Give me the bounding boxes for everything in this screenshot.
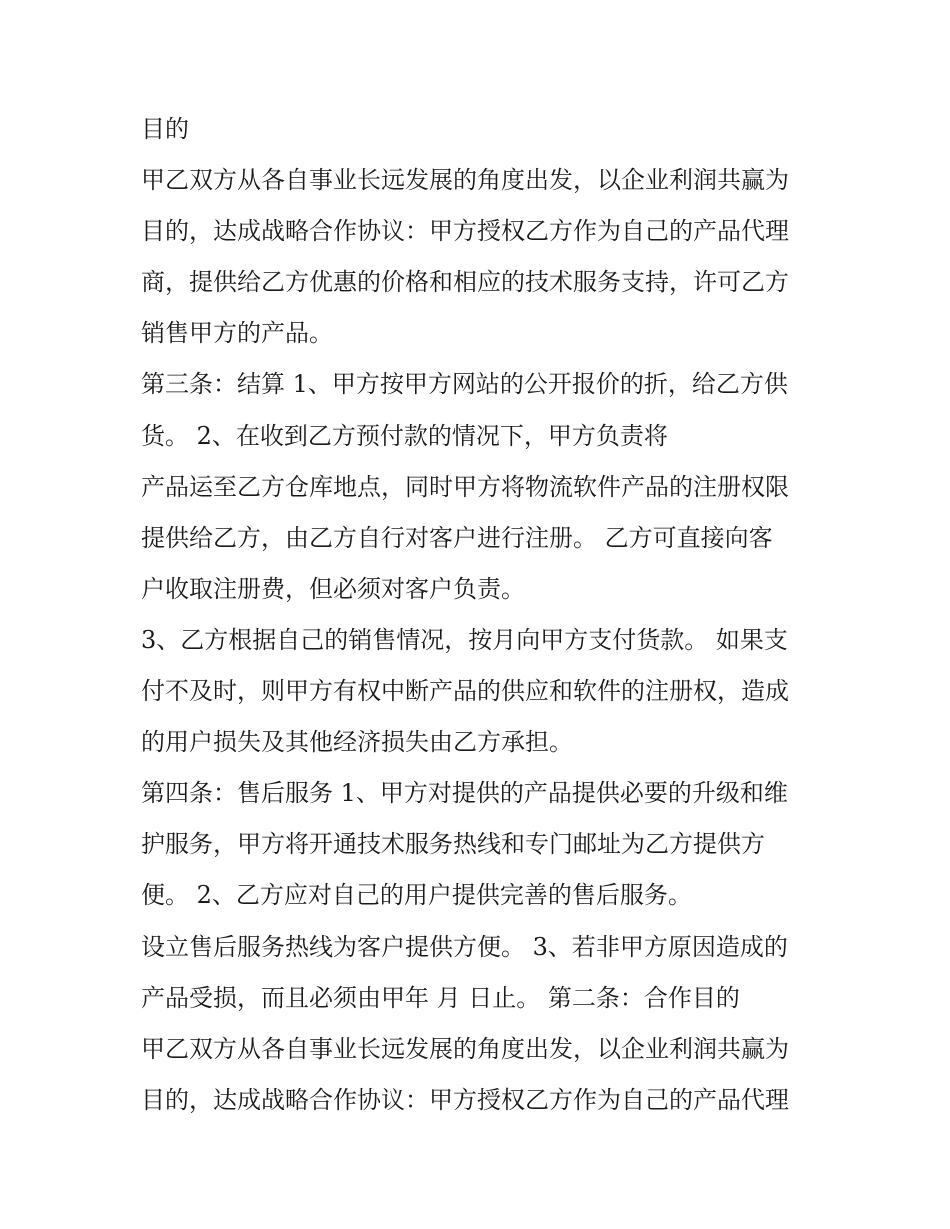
text-line: 设立售后服务热线为客户提供方便。 3、若非甲方原因造成的 bbox=[141, 932, 788, 961]
text-line: 提供给乙方，由乙方自行对客户进行注册。 乙方可直接向客 bbox=[141, 523, 773, 552]
text-line: 付不及时，则甲方有权中断产品的供应和软件的注册权，造成 bbox=[141, 677, 789, 706]
text-line: 销售甲方的产品。 bbox=[141, 319, 333, 348]
text-line: 目的，达成战略合作协议：甲方授权乙方作为自己的产品代理 bbox=[141, 217, 789, 246]
text-line: 3、乙方根据自己的销售情况，按月向甲方支付货款。 如果支 bbox=[141, 625, 788, 654]
document-body bbox=[141, 106, 831, 1128]
text-line: 甲乙双方从各自事业长远发展的角度出发，以企业利润共赢为 bbox=[141, 166, 789, 195]
text-line: 产品受损，而且必须由甲年 月 日止。 第二条：合作目的 bbox=[141, 983, 740, 1012]
text-line: 第三条：结算 1、甲方按甲方网站的公开报价的折，给乙方供 bbox=[141, 370, 788, 399]
text-line: 货。 2、在收到乙方预付款的情况下，甲方负责将 bbox=[141, 421, 668, 450]
text-line: 的用户损失及其他经济损失由乙方承担。 bbox=[141, 728, 573, 757]
text-line: 目的，达成战略合作协议：甲方授权乙方作为自己的产品代理 bbox=[141, 1085, 789, 1114]
text-line: 便。 2、乙方应对自己的用户提供完善的售后服务。 bbox=[141, 881, 692, 910]
text-line: 第四条：售后服务 1、甲方对提供的产品提供必要的升级和维 bbox=[141, 779, 788, 808]
text-line: 商，提供给乙方优惠的价格和相应的技术服务支持，许可乙方 bbox=[141, 268, 789, 297]
text-line: 甲乙双方从各自事业长远发展的角度出发，以企业利润共赢为 bbox=[141, 1034, 789, 1063]
text-line: 户收取注册费，但必须对客户负责。 bbox=[141, 574, 525, 603]
text-line: 产品运至乙方仓库地点，同时甲方将物流软件产品的注册权限 bbox=[141, 472, 789, 501]
text-line: 目的 bbox=[141, 115, 189, 143]
text-line: 护服务，甲方将开通技术服务热线和专门邮址为乙方提供方 bbox=[141, 830, 765, 859]
